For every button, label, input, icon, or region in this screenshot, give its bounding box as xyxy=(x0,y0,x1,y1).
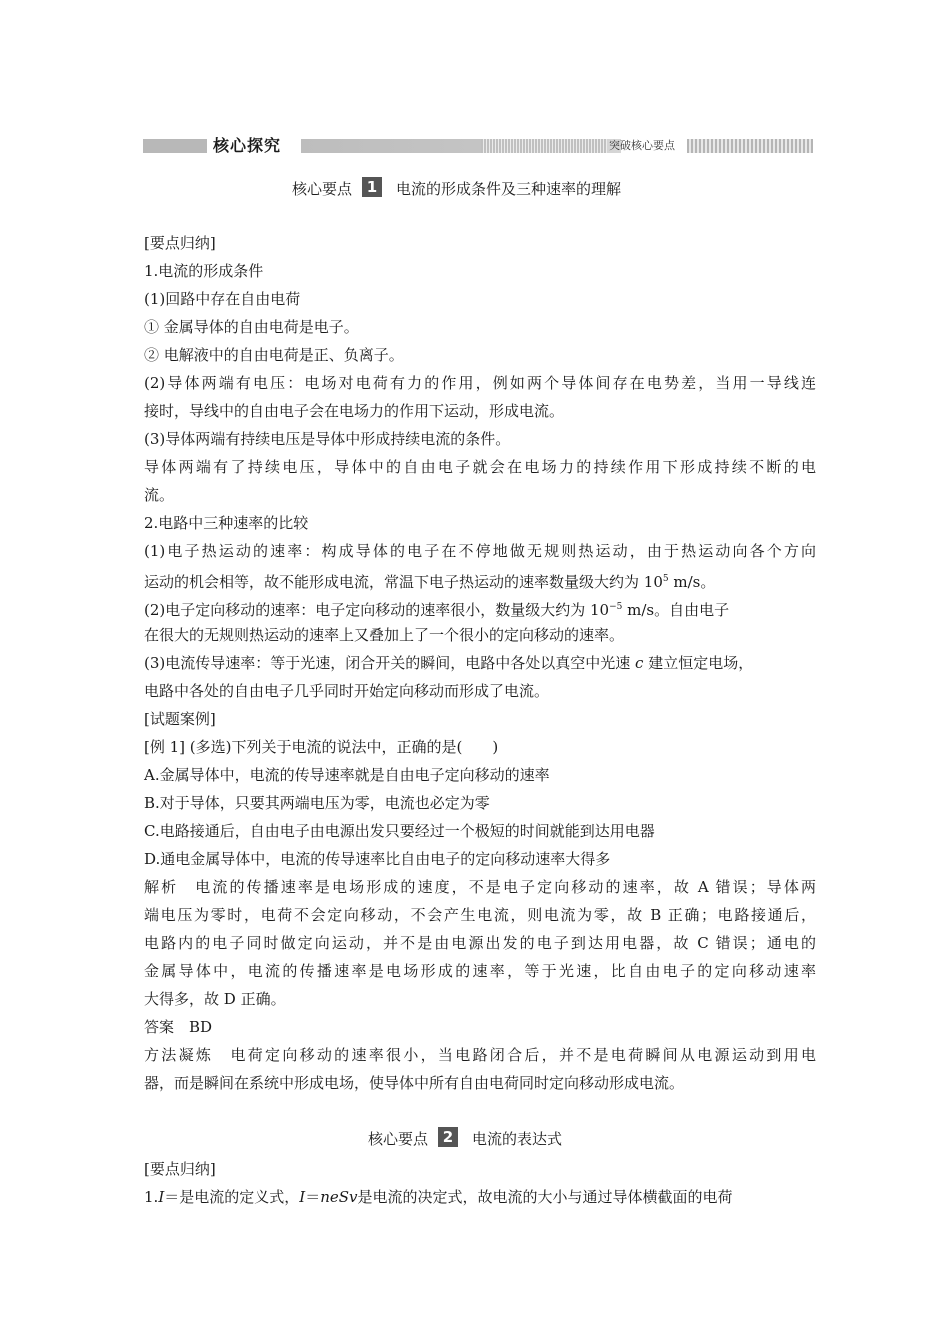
text-span: ＝ xyxy=(305,1188,321,1206)
text-span: (2)电子定向移动的速率：电子定向移动的速率很小，数量级大约为 10 xyxy=(144,601,610,619)
variable: neSv xyxy=(320,1188,358,1206)
text-line: 端电压为零时，电荷不会定向移动，不会产生电流，则电流为零，故 B 正确；电路接通后， xyxy=(144,906,816,924)
text-line: [试题案例] xyxy=(144,710,216,728)
heading-number-badge: 1 xyxy=(362,177,382,197)
heading-title: 电流的表达式 xyxy=(472,1130,563,1148)
text-line: B.对于导体，只要其两端电压为零，电流也必定为零 xyxy=(144,794,490,812)
text-line: (1)电子热运动的速率：构成导体的电子在不停地做无规则热运动，由于热运动向各个方向 xyxy=(144,542,816,560)
variable: I xyxy=(299,1188,306,1206)
heading-label: 核心要点 xyxy=(292,180,353,198)
text-line: [要点归纳] xyxy=(144,234,216,252)
text-line: 电路内的电子同时做定向运动，并不是由电源出发的电子到达用电器，故 C 错误；通电的 xyxy=(144,934,816,952)
text-line: 金属导体中，电流的传播速率是电场形成的速率，等于光速，比自由电子的定向移动速率 xyxy=(144,962,816,980)
text-line: 1.电流的形成条件 xyxy=(144,262,264,280)
text-line: (2)导体两端有电压：电场对电荷有力的作用，例如两个导体间存在电势差，当用一导线连 xyxy=(144,374,816,392)
text-span: (3)电流传导速率：等于光速，闭合开关的瞬间，电路中各处以真空中光速 xyxy=(144,654,636,672)
text-line xyxy=(144,650,816,676)
banner-bar-right xyxy=(687,139,813,153)
banner-subtitle: 突破核心要点 xyxy=(609,139,675,152)
text-line: 电路中各处的自由电子几乎同时开始定向移动而形成了电流。 xyxy=(144,682,550,700)
text-line: 器，而是瞬间在系统中形成电场，使导体中所有自由电荷同时定向移动形成电流。 xyxy=(144,1074,685,1092)
heading-title: 电流的形成条件及三种速率的理解 xyxy=(396,180,622,198)
text-line: [例 1] (多选)下列关于电流的说法中，正确的是( ) xyxy=(144,738,499,756)
superscript: −5 xyxy=(609,602,623,612)
banner-title: 核心探究 xyxy=(213,136,282,155)
text-line: 大得多，故 D 正确。 xyxy=(144,990,286,1008)
text-line: [要点归纳] xyxy=(144,1160,216,1178)
text-span: ＝是电流的定义式， xyxy=(164,1188,300,1206)
text-line: 流。 xyxy=(144,486,175,504)
text-line: (3)导体两端有持续电压是导体中形成持续电流的条件。 xyxy=(144,430,511,448)
text-line: (1)回路中存在自由电荷 xyxy=(144,290,301,308)
text-line: A.金属导体中，电流的传导速率就是自由电子定向移动的速率 xyxy=(144,766,550,784)
variable: I xyxy=(158,1188,165,1206)
banner-bar-left xyxy=(143,139,207,153)
text-line xyxy=(144,1184,816,1210)
variable: c xyxy=(635,654,644,672)
text-line: 解析 电流的传播速率是电场形成的速度，不是电子定向移动的速率，故 A 错误；导体两 xyxy=(144,878,816,896)
text-line: D.通电金属导体中，电流的传导速率比自由电子的定向移动速率大得多 xyxy=(144,850,611,868)
text-line: ② 电解液中的自由电荷是正、负离子。 xyxy=(144,346,404,364)
text-line xyxy=(144,566,816,592)
banner-bar-stripes xyxy=(481,139,607,153)
text-line xyxy=(144,594,816,620)
text-span: m/s。 xyxy=(668,573,716,591)
superscript: 5 xyxy=(662,574,669,584)
text-line: 方法凝炼 电荷定向移动的速率很小，当电路闭合后，并不是电荷瞬间从电源运动到用电 xyxy=(144,1046,816,1064)
heading-label: 核心要点 xyxy=(368,1130,429,1148)
text-line: 答案 BD xyxy=(144,1018,213,1036)
text-line: 在很大的无规则热运动的速率上又叠加上了一个很小的定向移动的速率。 xyxy=(144,626,625,644)
heading-number-badge: 2 xyxy=(438,1127,458,1147)
text-line: ① 金属导体的自由电荷是电子。 xyxy=(144,318,359,336)
text-line: 2.电路中三种速率的比较 xyxy=(144,514,309,532)
section-heading-1 xyxy=(292,176,621,202)
text-span: 1. xyxy=(144,1188,159,1206)
text-span: m/s。自由电子 xyxy=(622,601,730,619)
text-line: C.电路接通后，自由电子由电源出发只要经过一个极短的时间就能到达用电器 xyxy=(144,822,655,840)
section-heading-2 xyxy=(368,1126,562,1152)
text-line: 接时，导线中的自由电子会在电场力的作用下运动，形成电流。 xyxy=(144,402,565,420)
text-span: 运动的机会相等，故不能形成电流，常温下电子热运动的速率数量级大约为 10 xyxy=(144,573,663,591)
section-banner xyxy=(143,134,813,158)
text-line: 导体两端有了持续电压，导体中的自由电子就会在电场力的持续作用下形成持续不断的电 xyxy=(144,458,816,476)
text-span: 是电流的决定式，故电流的大小与通过导体横截面的电荷 xyxy=(357,1188,733,1206)
text-span: 建立恒定电场， xyxy=(643,654,754,672)
